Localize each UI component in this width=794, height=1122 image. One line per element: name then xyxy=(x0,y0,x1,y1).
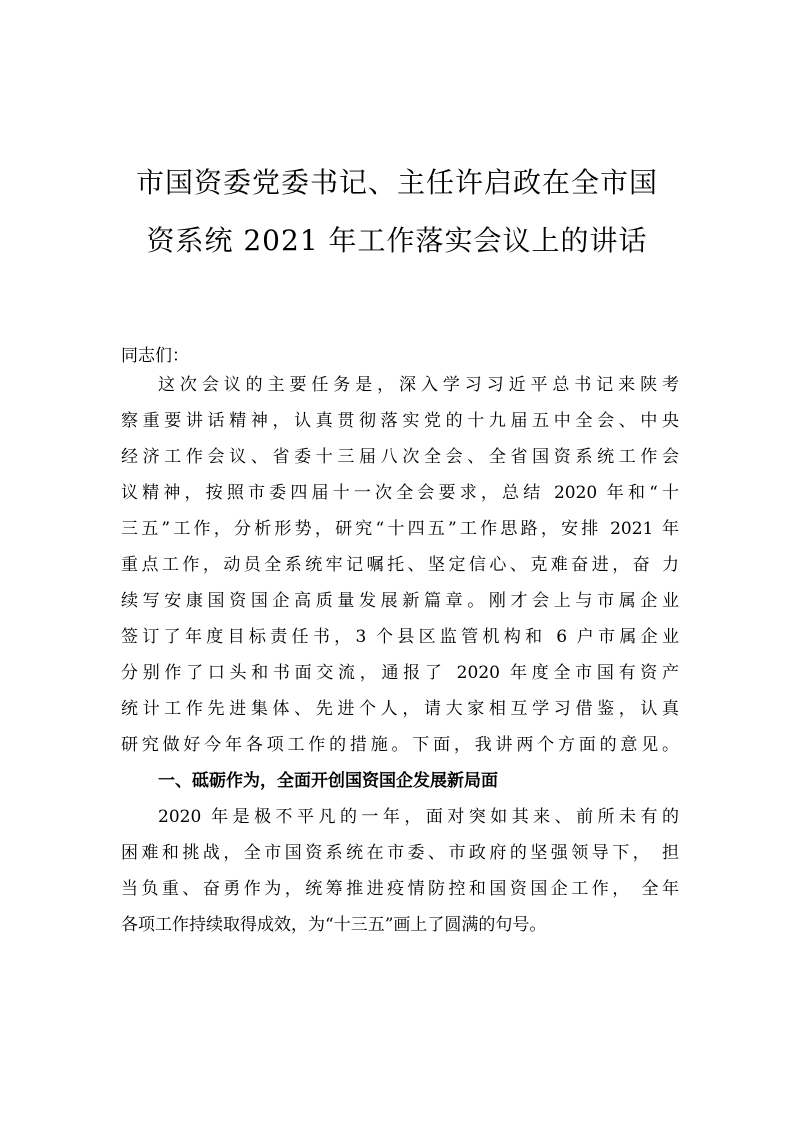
paragraph-1-line: 三五”工作，分析形势，研究“十四五”工作思路，安排 2021 年 xyxy=(121,519,679,539)
paragraph-1-line: 续写安康国资国企高质量发展新篇章。刚才会上与市属企业 xyxy=(121,591,679,611)
document-title-line-2: 资系统 2021 年工作落实会议上的讲话 xyxy=(146,224,648,257)
paragraph-2-line: 困难和挑战，全市国资系统在市委、市政府的坚强领导下， 担 xyxy=(121,843,679,863)
paragraph-1-line: 这次会议的主要任务是，深入学习习近平总书记来陕考 xyxy=(158,375,679,395)
paragraph-1-line: 重点工作，动员全系统牢记嘱托、坚定信心、克难奋进，奋 力 xyxy=(121,555,679,575)
paragraph-1-line: 研究做好今年各项工作的措施。下面，我讲两个方面的意见。 xyxy=(121,735,679,755)
salutation: 同志们： xyxy=(121,346,189,366)
paragraph-1-line: 统计工作先进集体、先进个人，请大家相互学习借鉴，认真 xyxy=(121,699,679,719)
paragraph-1-line: 分别作了口头和书面交流，通报了 2020 年度全市国有资产 xyxy=(121,663,679,683)
paragraph-1-line: 签订了年度目标责任书，3 个县区监管机构和 6 户市属企业 xyxy=(121,627,679,647)
paragraph-2-line: 各项工作持续取得成效，为“十三五”画上了圆满的句号。 xyxy=(121,915,547,935)
paragraph-2-line: 当负重、奋勇作为，统筹推进疫情防控和国资国企工作， 全年 xyxy=(121,879,679,899)
paragraph-2-line: 2020 年是极不平凡的一年，面对突如其来、前所未有的 xyxy=(158,807,679,827)
paragraph-1-line: 议精神，按照市委四届十一次全会要求，总结 2020 年和“十 xyxy=(121,483,679,503)
section-heading-1: 一、砥砺作为，全面开创国资国企发展新局面 xyxy=(158,771,498,791)
document-title-line-1: 市国资委党委书记、主任许启政在全市国 xyxy=(135,166,658,199)
paragraph-1-line: 经济工作会议、省委十三届八次全会、全省国资系统工作会 xyxy=(121,447,679,467)
paragraph-1-line: 察重要讲话精神，认真贯彻落实党的十九届五中全会、中央 xyxy=(121,411,679,431)
